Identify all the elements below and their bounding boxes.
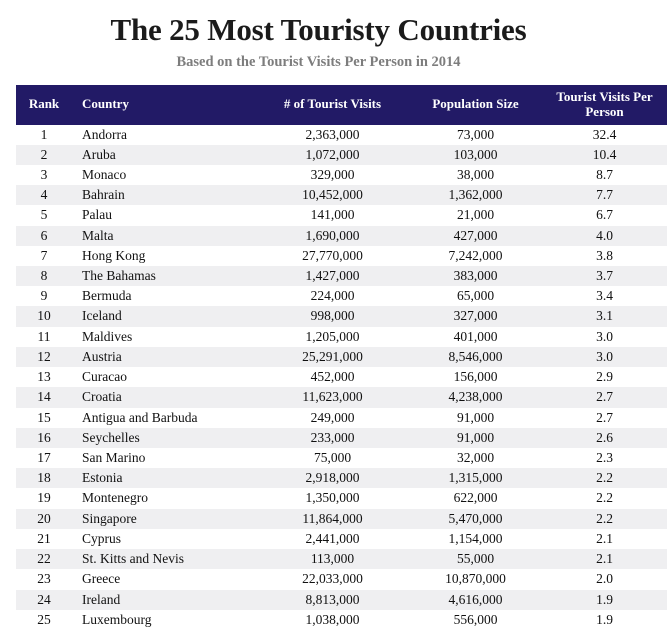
table-row xyxy=(16,590,667,610)
column-header-visits: # of Tourist Visits xyxy=(256,85,409,125)
cell-visits: 2,918,000 xyxy=(256,468,409,488)
cell-country: Croatia xyxy=(72,387,256,407)
table-row xyxy=(16,266,667,286)
cell-population: 7,242,000 xyxy=(409,246,542,266)
cell-per-person: 3.0 xyxy=(542,347,667,367)
cell-per-person: 1.9 xyxy=(542,590,667,610)
cell-population: 38,000 xyxy=(409,165,542,185)
cell-per-person: 6.7 xyxy=(542,205,667,225)
cell-per-person: 2.1 xyxy=(542,529,667,549)
cell-country: Austria xyxy=(72,347,256,367)
cell-population: 1,315,000 xyxy=(409,468,542,488)
cell-rank: 8 xyxy=(16,266,72,286)
cell-country: Bahrain xyxy=(72,185,256,205)
cell-visits: 224,000 xyxy=(256,286,409,306)
cell-country: Maldives xyxy=(72,327,256,347)
table-row xyxy=(16,428,667,448)
cell-country: Bermuda xyxy=(72,286,256,306)
cell-country: Estonia xyxy=(72,468,256,488)
cell-rank: 13 xyxy=(16,367,72,387)
cell-rank: 18 xyxy=(16,468,72,488)
cell-visits: 27,770,000 xyxy=(256,246,409,266)
cell-per-person: 2.3 xyxy=(542,448,667,468)
cell-per-person: 3.4 xyxy=(542,286,667,306)
cell-visits: 998,000 xyxy=(256,306,409,326)
table-row xyxy=(16,246,667,266)
cell-population: 4,616,000 xyxy=(409,590,542,610)
table-row xyxy=(16,165,667,185)
cell-visits: 1,427,000 xyxy=(256,266,409,286)
table-row xyxy=(16,529,667,549)
column-header-country: Country xyxy=(72,85,256,125)
cell-visits: 1,350,000 xyxy=(256,488,409,508)
cell-visits: 11,864,000 xyxy=(256,509,409,529)
cell-rank: 2 xyxy=(16,145,72,165)
cell-population: 156,000 xyxy=(409,367,542,387)
cell-per-person: 2.7 xyxy=(542,408,667,428)
table-row xyxy=(16,145,667,165)
page-title: The 25 Most Touristy Countries xyxy=(110,12,527,47)
cell-population: 65,000 xyxy=(409,286,542,306)
touristy-countries-table xyxy=(16,85,667,630)
cell-population: 103,000 xyxy=(409,145,542,165)
column-header-per-person: Tourist Visits Per Person xyxy=(542,85,667,125)
cell-rank: 14 xyxy=(16,387,72,407)
cell-country: Aruba xyxy=(72,145,256,165)
table-row xyxy=(16,286,667,306)
table-row xyxy=(16,569,667,589)
cell-visits: 329,000 xyxy=(256,165,409,185)
cell-population: 32,000 xyxy=(409,448,542,468)
cell-visits: 1,205,000 xyxy=(256,327,409,347)
cell-per-person: 2.2 xyxy=(542,468,667,488)
cell-per-person: 2.6 xyxy=(542,428,667,448)
cell-country: Monaco xyxy=(72,165,256,185)
table-row xyxy=(16,387,667,407)
table-row xyxy=(16,468,667,488)
cell-visits: 141,000 xyxy=(256,205,409,225)
cell-rank: 21 xyxy=(16,529,72,549)
cell-population: 91,000 xyxy=(409,428,542,448)
cell-country: Cyprus xyxy=(72,529,256,549)
cell-visits: 8,813,000 xyxy=(256,590,409,610)
cell-per-person: 4.0 xyxy=(542,226,667,246)
cell-population: 55,000 xyxy=(409,549,542,569)
cell-visits: 1,072,000 xyxy=(256,145,409,165)
cell-rank: 24 xyxy=(16,590,72,610)
table-header xyxy=(16,85,667,125)
cell-per-person: 10.4 xyxy=(542,145,667,165)
cell-rank: 22 xyxy=(16,549,72,569)
table-body xyxy=(16,125,667,630)
cell-per-person: 3.1 xyxy=(542,306,667,326)
page-subtitle: Based on the Tourist Visits Per Person in 2014 xyxy=(176,53,461,70)
cell-rank: 11 xyxy=(16,327,72,347)
cell-per-person: 3.0 xyxy=(542,327,667,347)
cell-per-person: 7.7 xyxy=(542,185,667,205)
page xyxy=(0,12,653,627)
cell-rank: 4 xyxy=(16,185,72,205)
cell-rank: 7 xyxy=(16,246,72,266)
cell-visits: 25,291,000 xyxy=(256,347,409,367)
table-row xyxy=(16,509,667,529)
cell-visits: 2,363,000 xyxy=(256,125,409,145)
cell-visits: 1,038,000 xyxy=(256,610,409,630)
cell-country: Hong Kong xyxy=(72,246,256,266)
cell-population: 10,870,000 xyxy=(409,569,542,589)
cell-country: Greece xyxy=(72,569,256,589)
cell-visits: 233,000 xyxy=(256,428,409,448)
cell-country: The Bahamas xyxy=(72,266,256,286)
cell-visits: 1,690,000 xyxy=(256,226,409,246)
cell-rank: 12 xyxy=(16,347,72,367)
table-container xyxy=(16,85,653,630)
cell-country: Ireland xyxy=(72,590,256,610)
cell-per-person: 2.7 xyxy=(542,387,667,407)
table-row xyxy=(16,610,667,630)
cell-rank: 19 xyxy=(16,488,72,508)
table-header-row xyxy=(16,85,667,125)
cell-population: 401,000 xyxy=(409,327,542,347)
cell-visits: 452,000 xyxy=(256,367,409,387)
cell-population: 4,238,000 xyxy=(409,387,542,407)
cell-per-person: 1.9 xyxy=(542,610,667,630)
cell-rank: 3 xyxy=(16,165,72,185)
cell-rank: 5 xyxy=(16,205,72,225)
cell-population: 91,000 xyxy=(409,408,542,428)
cell-population: 622,000 xyxy=(409,488,542,508)
cell-visits: 113,000 xyxy=(256,549,409,569)
table-row xyxy=(16,549,667,569)
cell-per-person: 3.7 xyxy=(542,266,667,286)
cell-country: Curacao xyxy=(72,367,256,387)
cell-visits: 249,000 xyxy=(256,408,409,428)
table-row xyxy=(16,205,667,225)
cell-country: Malta xyxy=(72,226,256,246)
table-row xyxy=(16,185,667,205)
cell-visits: 75,000 xyxy=(256,448,409,468)
table-row xyxy=(16,408,667,428)
cell-per-person: 8.7 xyxy=(542,165,667,185)
table-row xyxy=(16,448,667,468)
table-row xyxy=(16,367,667,387)
table-row xyxy=(16,327,667,347)
cell-per-person: 2.0 xyxy=(542,569,667,589)
cell-rank: 16 xyxy=(16,428,72,448)
cell-country: Antigua and Barbuda xyxy=(72,408,256,428)
cell-population: 21,000 xyxy=(409,205,542,225)
cell-population: 8,546,000 xyxy=(409,347,542,367)
cell-population: 1,154,000 xyxy=(409,529,542,549)
cell-country: Montenegro xyxy=(72,488,256,508)
table-row xyxy=(16,226,667,246)
cell-rank: 6 xyxy=(16,226,72,246)
cell-rank: 10 xyxy=(16,306,72,326)
cell-country: Singapore xyxy=(72,509,256,529)
cell-population: 383,000 xyxy=(409,266,542,286)
cell-population: 73,000 xyxy=(409,125,542,145)
cell-per-person: 2.2 xyxy=(542,488,667,508)
cell-per-person: 2.2 xyxy=(542,509,667,529)
cell-population: 427,000 xyxy=(409,226,542,246)
cell-population: 327,000 xyxy=(409,306,542,326)
cell-country: St. Kitts and Nevis xyxy=(72,549,256,569)
cell-rank: 1 xyxy=(16,125,72,145)
cell-rank: 15 xyxy=(16,408,72,428)
cell-country: Seychelles xyxy=(72,428,256,448)
cell-visits: 2,441,000 xyxy=(256,529,409,549)
column-header-population: Population Size xyxy=(409,85,542,125)
cell-rank: 25 xyxy=(16,610,72,630)
cell-per-person: 2.9 xyxy=(542,367,667,387)
table-row xyxy=(16,347,667,367)
column-header-rank: Rank xyxy=(16,85,72,125)
table-row xyxy=(16,125,667,145)
cell-population: 1,362,000 xyxy=(409,185,542,205)
cell-visits: 11,623,000 xyxy=(256,387,409,407)
cell-country: Iceland xyxy=(72,306,256,326)
cell-rank: 23 xyxy=(16,569,72,589)
cell-per-person: 32.4 xyxy=(542,125,667,145)
cell-country: San Marino xyxy=(72,448,256,468)
cell-population: 556,000 xyxy=(409,610,542,630)
cell-rank: 17 xyxy=(16,448,72,468)
table-row xyxy=(16,488,667,508)
table-row xyxy=(16,306,667,326)
cell-per-person: 2.1 xyxy=(542,549,667,569)
cell-visits: 22,033,000 xyxy=(256,569,409,589)
cell-rank: 9 xyxy=(16,286,72,306)
cell-visits: 10,452,000 xyxy=(256,185,409,205)
cell-country: Andorra xyxy=(72,125,256,145)
cell-rank: 20 xyxy=(16,509,72,529)
cell-country: Luxembourg xyxy=(72,610,256,630)
cell-per-person: 3.8 xyxy=(542,246,667,266)
cell-population: 5,470,000 xyxy=(409,509,542,529)
cell-country: Palau xyxy=(72,205,256,225)
